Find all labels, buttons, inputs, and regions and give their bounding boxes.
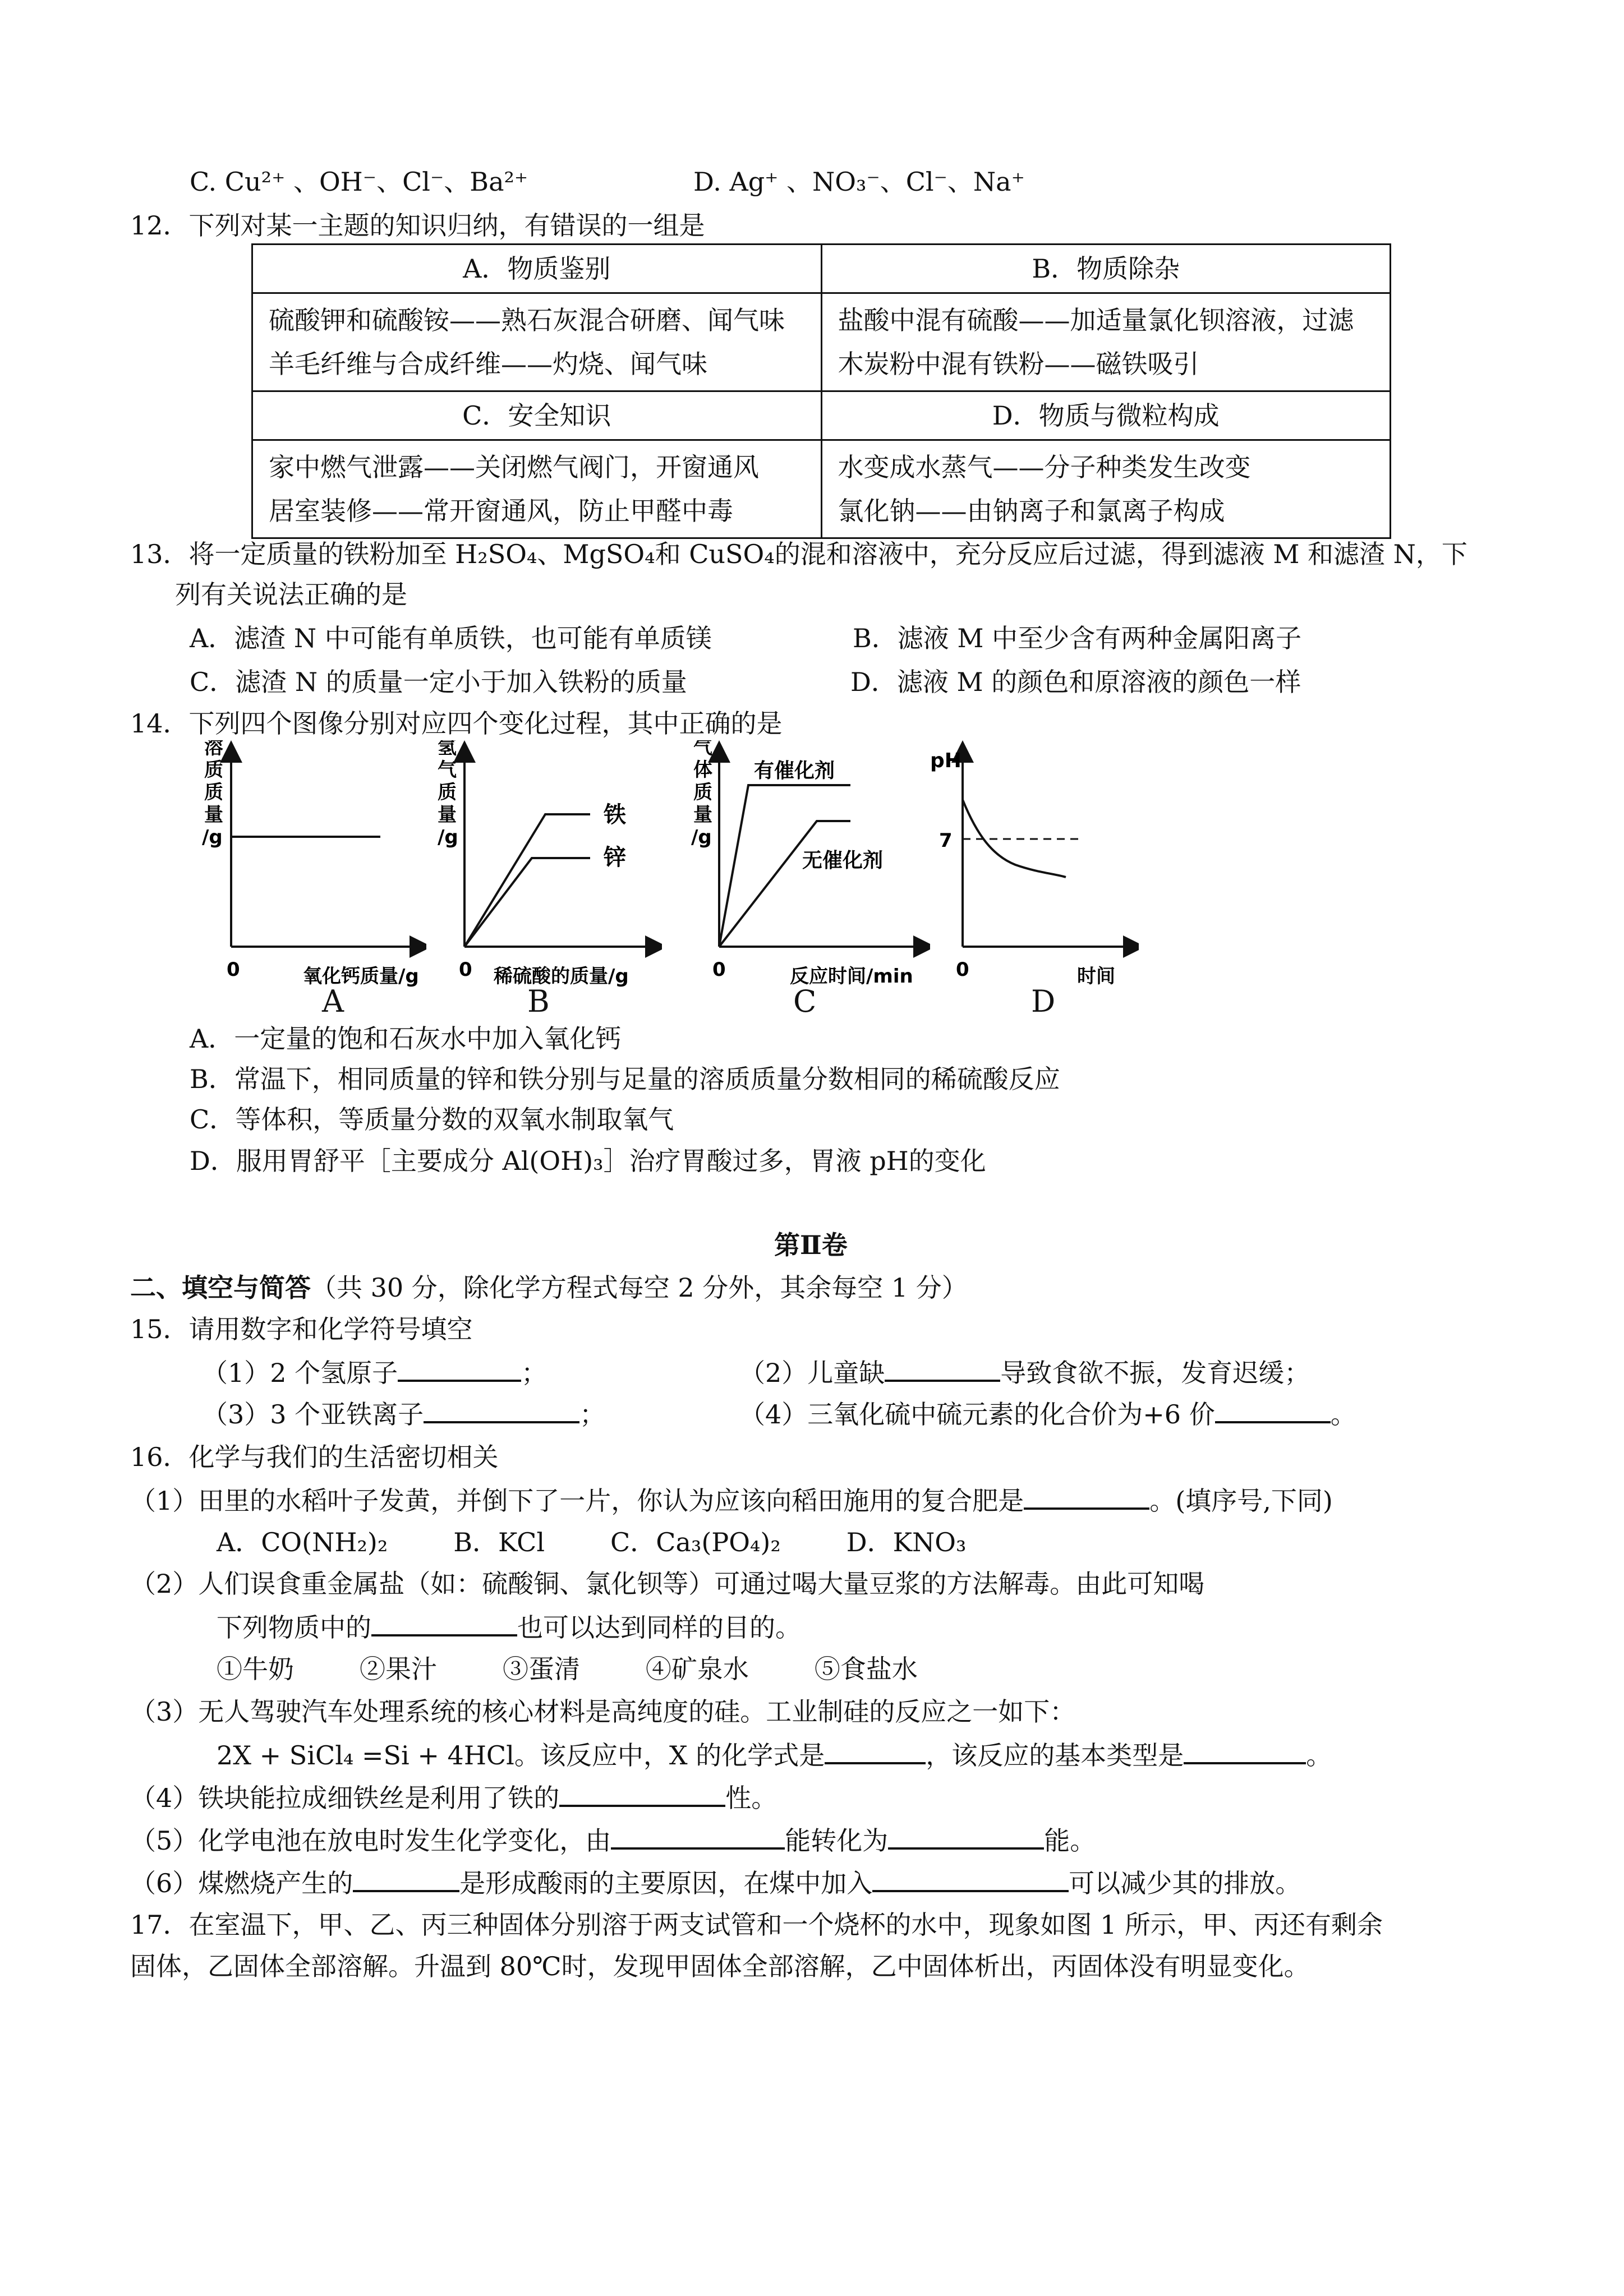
graph-c-label-catalyst: 有催化剂 (754, 759, 835, 782)
q15-part4 (739, 1399, 1356, 1430)
table-c-line1: 家中燃气泄露——关闭燃气阀门，开窗通风 (269, 452, 759, 482)
graph-a-xlabel: 氧化钙质量/g (303, 965, 419, 987)
q16-part5-text: （5）化学电池在放电时发生化学变化，由 (130, 1825, 611, 1856)
q13-option-b: B．滤液 M 中至少含有两种金属阳离子 (853, 623, 1302, 653)
q13-stem-1: 13．将一定质量的铁粉加至 H₂SO₄、MgSO₄和 CuSO₄的混和溶液中，充分反应后过滤，得到滤液 M 和滤渣 N，下 (130, 539, 1467, 569)
q13-option-a: A．滤渣 N 中可能有单质铁，也可能有单质镁 (190, 623, 712, 653)
table-head-b: B．物质除杂 (821, 245, 1391, 293)
q15-part4-text: （4）三氧化硫中硫元素的化合价为+6 价 (739, 1399, 1215, 1430)
q16-part6-text: （6）煤燃烧产生的 (130, 1868, 353, 1898)
q16-part1-blank[interactable] (1024, 1485, 1149, 1510)
q16-part1-end: 。(填序号,下同) (1149, 1486, 1333, 1516)
q16-part3-end: 。 (1306, 1740, 1332, 1771)
table-b-line1: 盐酸中混有硫酸——加适量氯化钡溶液，过滤 (838, 305, 1354, 335)
table-d-line1: 水变成水蒸气——分子种类发生改变 (838, 452, 1251, 482)
q16-part5 (130, 1825, 1096, 1856)
table-head-a: A．物质鉴别 (252, 245, 822, 293)
table-d-line2: 氯化钠——由钠离子和氯离子构成 (838, 496, 1225, 526)
q16-part3-text: 2X + SiCl₄ =Si + 4HCl。该反应中，X 的化学式是 (217, 1740, 825, 1771)
table-cell-b (821, 293, 1391, 391)
q16-part5-mid: 能转化为 (785, 1825, 889, 1856)
table-cell-a (252, 293, 822, 391)
q15-part1-blank[interactable] (398, 1357, 521, 1382)
graph-b-label-iron: 铁 (604, 802, 626, 828)
section-heading (130, 1273, 968, 1303)
q16-part4-end: 性。 (725, 1783, 778, 1813)
graph-d-xlabel: 时间 (1077, 965, 1115, 987)
q15-part2-end: 导致食欲不振，发育迟缓； (1000, 1358, 1310, 1388)
q16-part1-options: A．CO(NH₂)₂ B．KCl C．Ca₃(PO₄)₂ D．KNO₃ (217, 1527, 967, 1557)
q15-part2 (739, 1357, 1310, 1388)
q11-option-d: D. Ag⁺ 、NO₃⁻、Cl⁻、Na⁺ (693, 167, 1025, 197)
graph-d-origin: 0 (956, 958, 969, 981)
graph-b-series-iron (464, 814, 590, 947)
q15-part1 (202, 1357, 547, 1388)
table-c-line2: 居室装修——常开窗通风，防止甲醛中毒 (269, 496, 733, 526)
q17-line2: 固体，乙固体全部溶解。升温到 80℃时，发现甲固体全部溶解，乙中固体析出，丙固体没有明显变化。 (130, 1951, 1310, 1981)
section-heading-rest: （共 30 分，除化学方程式每空 2 分外，其余每空 1 分） (311, 1273, 968, 1303)
q15-part3-text: （3）3 个亚铁离子 (202, 1399, 424, 1430)
graph-b-ylabel: 氢气质量/g (438, 740, 458, 849)
q13-option-d: D．滤液 M 的颜色和原溶液的颜色一样 (850, 667, 1301, 697)
q11-option-c: C. Cu²⁺ 、OH⁻、Cl⁻、Ba²⁺ (190, 167, 528, 197)
q16-part1 (130, 1485, 1333, 1516)
q16-part6-mid: 是形成酸雨的主要原因，在煤中加入 (459, 1868, 873, 1898)
graph-c (683, 740, 930, 987)
q14-stem: 14．下列四个图像分别对应四个变化过程，其中正确的是 (130, 708, 783, 739)
q16-part4-blank[interactable] (559, 1782, 725, 1807)
graph-b-label-zinc: 锌 (604, 845, 626, 870)
graph-c-ylabel: 气体质量/g (691, 740, 712, 849)
table-a-line2: 羊毛纤维与合成纤维——灼烧、闻气味 (269, 349, 707, 379)
graph-b-letter: B (527, 984, 550, 1019)
table-head-d: D．物质与微粒构成 (821, 391, 1391, 440)
q16-part2-end: 也可以达到同样的目的。 (517, 1612, 801, 1643)
q15-stem: 15．请用数字和化学符号填空 (130, 1314, 473, 1344)
q13-option-c: C．滤渣 N 的质量一定小于加入铁粉的质量 (190, 667, 687, 697)
q16-part2-blank[interactable] (371, 1612, 517, 1636)
q14-option-a: A．一定量的饱和石灰水中加入氧化钙 (190, 1023, 622, 1054)
graph-b-origin: 0 (459, 958, 472, 981)
q15-part4-end: 。 (1330, 1399, 1356, 1430)
q15-part2-blank[interactable] (885, 1357, 1000, 1382)
table-b-line2: 木炭粉中混有铁粉——磁铁吸引 (838, 349, 1199, 379)
q16-part6-blank-2[interactable] (872, 1868, 1069, 1892)
q16-part5-end: 能。 (1044, 1825, 1096, 1856)
graph-b-series-zinc (464, 858, 590, 947)
q15-part2-text: （2）儿童缺 (739, 1358, 885, 1388)
q16-part1-text: （1）田里的水稻叶子发黄，并倒下了一片，你认为应该向稻田施用的复合肥是 (130, 1486, 1024, 1516)
table-cell-c (252, 440, 822, 538)
table-head-c: C．安全知识 (252, 391, 822, 440)
q16-part4 (130, 1782, 777, 1813)
q16-part2-line1: （2）人们误食重金属盐（如：硫酸铜、氯化钡等）可通过喝大量豆浆的方法解毒。由此可知喝 (130, 1569, 1205, 1599)
graph-d-ylabel: pH (930, 749, 961, 772)
q16-part6-blank-1[interactable] (353, 1868, 459, 1892)
q16-part3-line1: （3）无人驾驶汽车处理系统的核心材料是高纯度的硅。工业制硅的反应之一如下： (130, 1696, 1076, 1727)
q14-option-d: D．服用胃舒平［主要成分 Al(OH)₃］治疗胃酸过多，胃液 pH的变化 (190, 1146, 986, 1176)
section-title: 第Ⅱ卷 (774, 1230, 848, 1260)
q16-part6 (130, 1868, 1301, 1898)
q16-part3-blank-1[interactable] (825, 1740, 926, 1764)
q16-part2-line2 (217, 1612, 801, 1643)
graph-c-letter: C (793, 984, 817, 1019)
q16-part5-blank-2[interactable] (888, 1825, 1044, 1850)
q16-part3-mid: ，该反应的基本类型是 (926, 1740, 1184, 1771)
graph-a (202, 740, 426, 987)
q13-stem-2: 列有关说法正确的是 (175, 579, 407, 610)
graph-b-xlabel: 稀硫酸的质量/g (494, 965, 629, 987)
table-a-line1: 硫酸钾和硫酸铵——熟石灰混合研磨、闻气味 (269, 305, 785, 335)
graph-d-ref-label: 7 (939, 829, 953, 852)
q15-part3-end: ； (579, 1399, 606, 1430)
graph-c-xlabel: 反应时间/min (790, 965, 913, 987)
q14-option-c: C．等体积，等质量分数的双氧水制取氧气 (190, 1104, 674, 1135)
section-heading-bold: 二、填空与简答 (130, 1273, 311, 1303)
q15-part1-text: （1）2 个氢原子 (202, 1358, 398, 1388)
q17-line1: 17．在室温下，甲、乙、丙三种固体分别溶于两支试管和一个烧杯的水中，现象如图 1 所示，甲、丙还有剩余 (130, 1910, 1383, 1940)
q16-part3-blank-2[interactable] (1184, 1740, 1306, 1764)
q12-knowledge-table (251, 243, 1391, 539)
q16-part5-blank-1[interactable] (611, 1825, 785, 1850)
q16-part4-text: （4）铁块能拉成细铁丝是利用了铁的 (130, 1783, 560, 1813)
graph-a-origin: 0 (227, 958, 240, 981)
q14-option-b: B．常温下，相同质量的锌和铁分别与足量的溶质质量分数相同的稀硫酸反应 (190, 1064, 1060, 1094)
q15-part3 (202, 1399, 605, 1430)
q12-stem: 12．下列对某一主题的知识归纳，有错误的一组是 (130, 210, 705, 241)
q15-part3-blank[interactable] (424, 1399, 579, 1423)
q15-part1-end: ； (521, 1358, 548, 1388)
q15-part4-blank[interactable] (1215, 1399, 1331, 1423)
q16-part3-line2 (217, 1740, 1332, 1771)
q16-stem: 16．化学与我们的生活密切相关 (130, 1442, 499, 1472)
graph-c-origin: 0 (712, 958, 726, 981)
graph-c-label-nocatalyst: 无催化剂 (802, 849, 884, 872)
graph-d-letter: D (1031, 984, 1056, 1019)
q16-part6-end: 可以减少其的排放。 (1069, 1868, 1301, 1898)
graph-a-letter: A (322, 984, 344, 1019)
table-cell-d (821, 440, 1391, 538)
graph-b (438, 740, 662, 987)
q16-part2-options: ①牛奶 ②果汁 ③蛋清 ④矿泉水 ⑤食盐水 (217, 1654, 918, 1684)
q16-part2-text: 下列物质中的 (217, 1612, 371, 1643)
graph-d (926, 740, 1139, 987)
graph-a-ylabel: 溶质质量/g (202, 740, 223, 849)
